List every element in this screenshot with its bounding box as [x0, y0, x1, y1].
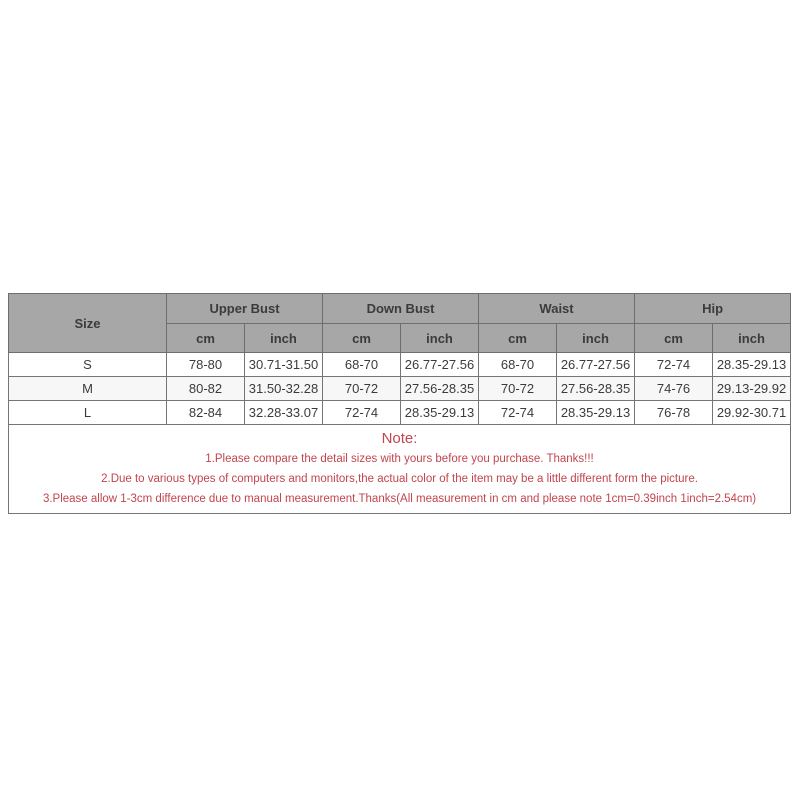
header-hip: Hip — [635, 294, 791, 324]
value-cell: 68-70 — [479, 353, 557, 377]
value-cell: 72-74 — [635, 353, 713, 377]
note-line-1: 1.Please compare the detail sizes with yours before you purchase. Thanks!!! — [205, 453, 594, 465]
value-cell: 80-82 — [167, 377, 245, 401]
value-cell: 68-70 — [323, 353, 401, 377]
value-cell: 72-74 — [479, 401, 557, 425]
value-cell: 74-76 — [635, 377, 713, 401]
header-down-bust: Down Bust — [323, 294, 479, 324]
value-cell: 29.13-29.92 — [713, 377, 791, 401]
value-cell: 26.77-27.56 — [401, 353, 479, 377]
value-cell: 76-78 — [635, 401, 713, 425]
table-row-size-s — [9, 353, 791, 377]
size-chart-table — [8, 293, 791, 514]
value-cell: 30.71-31.50 — [245, 353, 323, 377]
value-cell: 27.56-28.35 — [401, 377, 479, 401]
unit-inch-header: inch — [245, 324, 323, 353]
size-cell: L — [9, 401, 167, 425]
unit-inch-header: inch — [713, 324, 791, 353]
value-cell: 28.35-29.13 — [557, 401, 635, 425]
value-cell: 28.35-29.13 — [401, 401, 479, 425]
unit-cm-header: cm — [167, 324, 245, 353]
value-cell: 78-80 — [167, 353, 245, 377]
table-row-size-m — [9, 377, 791, 401]
value-cell: 27.56-28.35 — [557, 377, 635, 401]
unit-cm-header: cm — [635, 324, 713, 353]
note-line-2: 2.Due to various types of computers and monitors,the actual color of the item may be a little different form the picture. — [101, 473, 698, 485]
note-row — [9, 425, 791, 514]
unit-inch-header: inch — [557, 324, 635, 353]
header-size: Size — [9, 294, 167, 353]
value-cell: 70-72 — [323, 377, 401, 401]
unit-cm-header: cm — [479, 324, 557, 353]
header-group-row — [9, 294, 791, 324]
size-cell: S — [9, 353, 167, 377]
value-cell: 28.35-29.13 — [713, 353, 791, 377]
value-cell: 31.50-32.28 — [245, 377, 323, 401]
value-cell: 29.92-30.71 — [713, 401, 791, 425]
value-cell: 72-74 — [323, 401, 401, 425]
header-upper-bust: Upper Bust — [167, 294, 323, 324]
size-cell: M — [9, 377, 167, 401]
value-cell: 26.77-27.56 — [557, 353, 635, 377]
header-waist: Waist — [479, 294, 635, 324]
table-row-size-l — [9, 401, 791, 425]
note-line-3: 3.Please allow 1-3cm difference due to manual measurement.Thanks(All measurement in cm and please note 1cm=0.39inch 1inch=2.54cm) — [42, 493, 757, 505]
size-chart — [8, 293, 791, 514]
note-section — [9, 425, 791, 514]
value-cell: 70-72 — [479, 377, 557, 401]
value-cell: 82-84 — [167, 401, 245, 425]
unit-inch-header: inch — [401, 324, 479, 353]
value-cell: 32.28-33.07 — [245, 401, 323, 425]
note-title: Note: — [381, 430, 418, 447]
unit-cm-header: cm — [323, 324, 401, 353]
